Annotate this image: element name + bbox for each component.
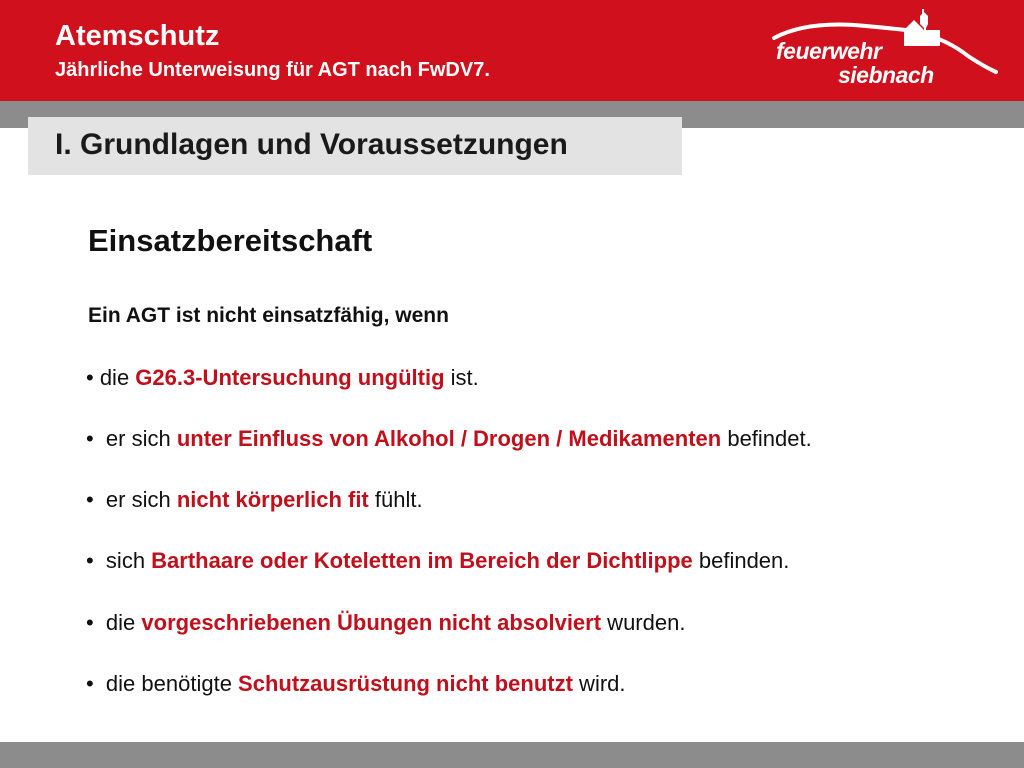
list-item <box>86 609 685 637</box>
header-title: Atemschutz <box>55 20 220 52</box>
bullet-text: er sich <box>93 487 177 512</box>
feuerwehr-logo <box>768 6 1000 96</box>
header-bar <box>0 0 1024 101</box>
bullet-marker: • <box>86 548 94 573</box>
bullet-marker: • <box>86 610 94 635</box>
bullet-text: die <box>93 610 142 635</box>
bullet-text: befindet. <box>721 426 812 451</box>
logo-text-line2: siebnach <box>838 62 934 88</box>
bullet-highlight: nicht körperlich fit <box>176 487 369 512</box>
intro-text: Ein AGT ist nicht einsatzfähig, wenn <box>88 304 449 327</box>
content-heading: Einsatzbereitschaft <box>88 223 373 258</box>
bullet-text: sich <box>93 548 152 573</box>
list-item <box>86 547 789 575</box>
bullet-text: die <box>93 365 136 390</box>
section-title-box <box>28 117 682 175</box>
bullet-highlight: unter Einfluss von Alkohol / Drogen / Medikamenten <box>176 426 722 451</box>
bullet-highlight: G26.3-Untersuchung ungültig <box>135 365 445 390</box>
list-item <box>86 486 423 514</box>
bullet-highlight: Barthaare oder Koteletten im Bereich der Dichtlippe <box>151 548 693 573</box>
bullet-marker: • <box>86 671 94 696</box>
bullet-text: wird. <box>572 671 626 696</box>
bullet-text: fühlt. <box>368 487 423 512</box>
list-item <box>86 670 626 698</box>
bullet-highlight: Schutzausrüstung nicht benutzt <box>238 671 573 696</box>
footer-grey-band <box>0 742 1024 768</box>
bullet-marker: • <box>86 487 94 512</box>
bullet-text: er sich <box>93 426 177 451</box>
header-subtitle: Jährliche Unterweisung für AGT nach FwDV7. <box>55 59 490 81</box>
bullet-marker: • <box>86 365 94 390</box>
bullet-text: wurden. <box>601 610 686 635</box>
bullet-highlight: vorgeschriebenen Übungen nicht absolviert <box>141 610 602 635</box>
bullet-text: ist. <box>444 365 479 390</box>
section-title: I. Grundlagen und Voraussetzungen <box>55 128 568 161</box>
list-item <box>86 364 479 392</box>
bullet-text: die benötigte <box>93 671 239 696</box>
bullet-text: befinden. <box>692 548 790 573</box>
bullet-marker: • <box>86 426 94 451</box>
logo-text-line1: feuerwehr <box>776 38 882 64</box>
list-item <box>86 425 812 453</box>
